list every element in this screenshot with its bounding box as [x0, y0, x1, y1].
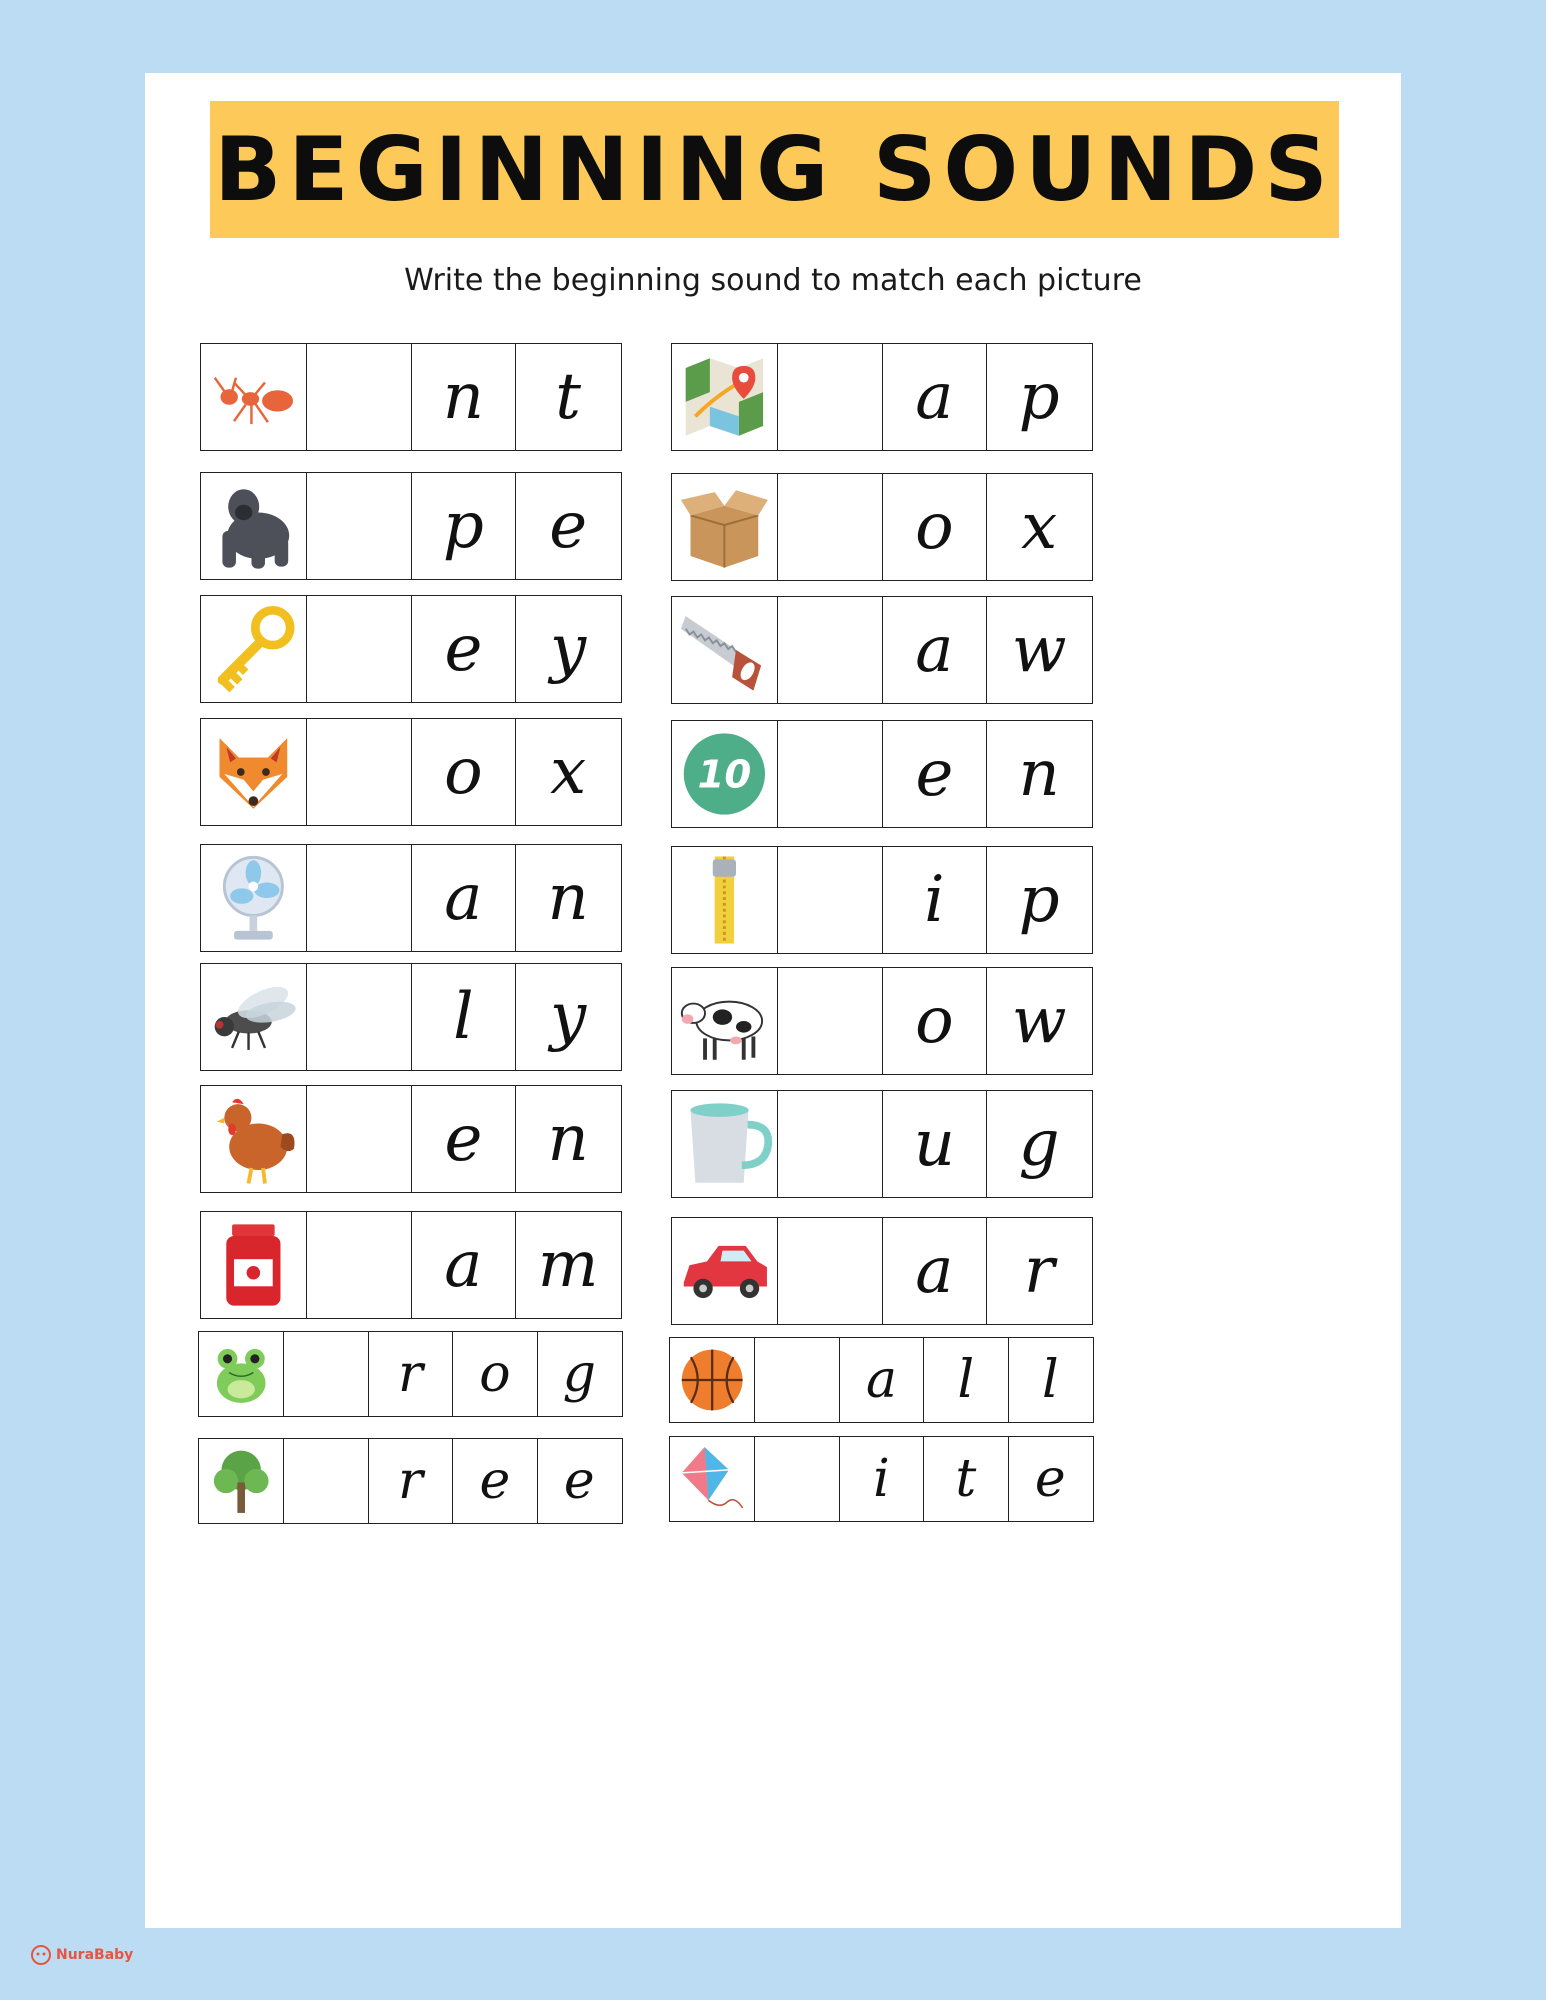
brand-logo: [30, 1944, 133, 1966]
kite-picture: [670, 1437, 754, 1521]
worksheet-page: [145, 73, 1401, 1928]
letter-cell: o: [882, 474, 987, 580]
fox-picture: [201, 719, 306, 825]
box-icon: [676, 478, 773, 576]
frog-picture: [199, 1332, 283, 1416]
answer-box[interactable]: [306, 1086, 411, 1192]
exercise-row-saw: [671, 596, 1093, 704]
letter-cell: e: [411, 1086, 516, 1192]
letter-cell: y: [515, 596, 620, 702]
letter-cell: a: [411, 845, 516, 951]
exercise-row-gorilla: [200, 472, 622, 580]
exercise-row-fly: [200, 963, 622, 1071]
letter-cell: o: [882, 968, 987, 1074]
letter-cell: g: [537, 1332, 621, 1416]
letter-cell: a: [411, 1212, 516, 1318]
letter-cell: e: [537, 1439, 621, 1523]
exercise-row-jam: [200, 1211, 622, 1319]
answer-box[interactable]: [777, 968, 882, 1074]
letter-cell: e: [882, 721, 987, 827]
answer-box[interactable]: [754, 1338, 838, 1422]
exercise-row-box: [671, 473, 1093, 581]
box-picture: [672, 474, 777, 580]
ball-icon: [674, 1342, 750, 1418]
exercise-row-kite: [669, 1436, 1094, 1522]
frog-icon: [203, 1336, 279, 1412]
letter-cell: n: [515, 1086, 620, 1192]
letter-cell: l: [1008, 1338, 1092, 1422]
hen-picture: [201, 1086, 306, 1192]
car-picture: [672, 1218, 777, 1324]
mug-picture: [672, 1091, 777, 1197]
jam-icon: [205, 1216, 302, 1314]
fly-picture: [201, 964, 306, 1070]
gorilla-icon: [205, 477, 302, 575]
saw-icon: [676, 601, 773, 699]
ant-picture: [201, 344, 306, 450]
exercise-row-frog: [198, 1331, 623, 1417]
hen-icon: [205, 1090, 302, 1188]
letter-cell: p: [411, 473, 516, 579]
ant-icon: [205, 348, 302, 446]
answer-box[interactable]: [754, 1437, 838, 1521]
letter-cell: a: [882, 597, 987, 703]
exercise-row-mug: [671, 1090, 1093, 1198]
letter-cell: g: [986, 1091, 1091, 1197]
letter-cell: p: [986, 847, 1091, 953]
letter-cell: e: [515, 473, 620, 579]
letter-cell: w: [986, 968, 1091, 1074]
answer-box[interactable]: [306, 964, 411, 1070]
exercise-row-car: [671, 1217, 1093, 1325]
answer-box[interactable]: [306, 596, 411, 702]
exercise-row-fox: [200, 718, 622, 826]
exercise-row-ball: [669, 1337, 1094, 1423]
letter-cell: w: [986, 597, 1091, 703]
number-badge-text: 10: [697, 752, 752, 798]
letter-cell: o: [411, 719, 516, 825]
exercise-row-fan: [200, 844, 622, 952]
fly-icon: [205, 968, 302, 1066]
fox-icon: [205, 723, 302, 821]
brand-logo-icon: [30, 1944, 52, 1966]
letter-cell: i: [882, 847, 987, 953]
cow-picture: [672, 968, 777, 1074]
saw-picture: [672, 597, 777, 703]
brand-name: NuraBaby: [56, 1947, 134, 1963]
fan-picture: [201, 845, 306, 951]
car-icon: [676, 1222, 773, 1320]
letter-cell: r: [368, 1332, 452, 1416]
tree-picture: [199, 1439, 283, 1523]
letter-cell: n: [986, 721, 1091, 827]
exercise-row-hen: [200, 1085, 622, 1193]
letter-cell: l: [411, 964, 516, 1070]
exercise-row-ten: [671, 720, 1093, 828]
letter-cell: n: [411, 344, 516, 450]
letter-cell: r: [368, 1439, 452, 1523]
answer-box[interactable]: [306, 845, 411, 951]
mug-icon: [676, 1095, 773, 1193]
answer-box[interactable]: [777, 1218, 882, 1324]
answer-box[interactable]: [777, 344, 882, 450]
key-picture: [201, 596, 306, 702]
letter-cell: x: [515, 719, 620, 825]
number-ten-icon: [676, 725, 773, 823]
exercise-row-key: [200, 595, 622, 703]
zip-picture: [672, 847, 777, 953]
letter-cell: p: [986, 344, 1091, 450]
exercise-row-zip: [671, 846, 1093, 954]
letter-cell: a: [882, 344, 987, 450]
letter-cell: y: [515, 964, 620, 1070]
letter-cell: e: [1008, 1437, 1092, 1521]
exercise-row-ant: [200, 343, 622, 451]
letter-cell: r: [986, 1218, 1091, 1324]
gorilla-picture: [201, 473, 306, 579]
tree-icon: [203, 1443, 279, 1519]
exercise-row-cow: [671, 967, 1093, 1075]
fan-icon: [205, 849, 302, 947]
jam-picture: [201, 1212, 306, 1318]
answer-box[interactable]: [306, 473, 411, 579]
letter-cell: o: [452, 1332, 536, 1416]
zip-icon: [676, 851, 773, 949]
answer-box[interactable]: [777, 847, 882, 953]
key-icon: [205, 600, 302, 698]
kite-icon: [674, 1441, 750, 1517]
map-icon: [676, 348, 773, 446]
letter-cell: x: [986, 474, 1091, 580]
cow-icon: [676, 972, 773, 1070]
map-picture: [672, 344, 777, 450]
letter-cell: u: [882, 1091, 987, 1197]
letter-cell: e: [411, 596, 516, 702]
answer-box[interactable]: [777, 721, 882, 827]
letter-cell: a: [839, 1338, 923, 1422]
ten-picture: [672, 721, 777, 827]
answer-box[interactable]: [283, 1332, 367, 1416]
letter-cell: m: [515, 1212, 620, 1318]
answer-box[interactable]: [306, 1212, 411, 1318]
letter-cell: i: [839, 1437, 923, 1521]
answer-box[interactable]: [777, 597, 882, 703]
letter-cell: l: [923, 1338, 1007, 1422]
letter-cell: n: [515, 845, 620, 951]
exercise-row-map: [671, 343, 1093, 451]
answer-box[interactable]: [306, 719, 411, 825]
answer-box[interactable]: [777, 474, 882, 580]
letter-cell: e: [452, 1439, 536, 1523]
answer-box[interactable]: [777, 1091, 882, 1197]
title-banner: [210, 101, 1339, 238]
letter-cell: t: [923, 1437, 1007, 1521]
letter-cell: a: [882, 1218, 987, 1324]
answer-box[interactable]: [283, 1439, 367, 1523]
letter-cell: t: [515, 344, 620, 450]
instructions: Write the beginning sound to match each picture: [404, 263, 1142, 298]
exercise-row-tree: [198, 1438, 623, 1524]
answer-box[interactable]: [306, 344, 411, 450]
page-title: BEGINNING SOUNDS: [214, 118, 1335, 221]
ball-picture: [670, 1338, 754, 1422]
